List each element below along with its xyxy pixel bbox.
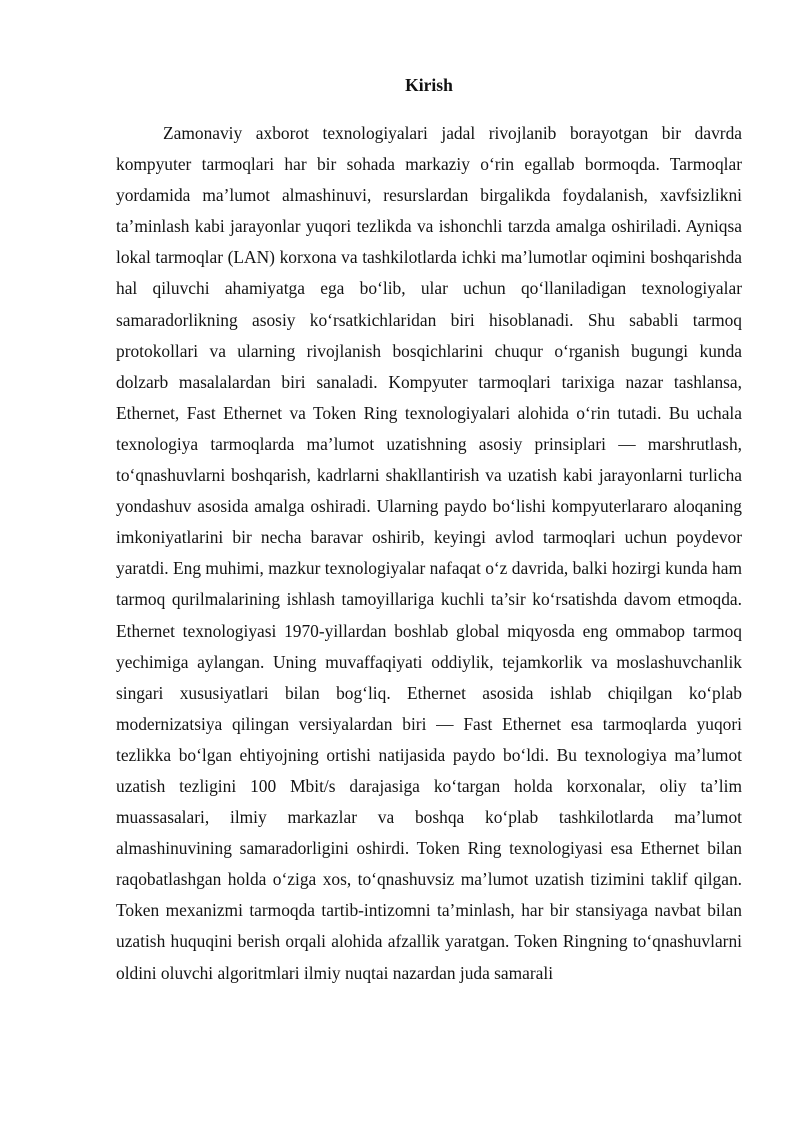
section-heading: Kirish — [405, 75, 453, 95]
body-paragraph: Zamonaviy axborot texnologiyalari jadal rivojlanib borayotgan bir davrda kompyuter tarmoqlari har bir sohada markaziy o‘rin egallab bormoqda. Tarmoqlar yordamida ma’lumot almashinuvi, resurslardan birgalikda foydalanish, xavfsizlikni ta’minlash kabi jarayonlar yuqori tezlikda va ishonchli tarzda amalga oshiriladi. Ayniqsa lokal tarmoqlar (LAN) korxona va tashkilotlarda ichki ma’lumotlar oqimini boshqarishda hal qiluvchi ahamiyatga ega bo‘lib, ular uchun qo‘llaniladigan texnologiyalar samaradorlikning asosiy ko‘rsatkichlaridan biri hisoblanadi. Shu sababli tarmoq protokollari va ularning rivojlanish bosqichlarini chuqur o‘rganish bugungi kunda dolzarb masalalardan biri sanaladi. Kompyuter tarmoqlari tarixiga nazar tashlansa, Ethernet, Fast Ethernet va Token Ring texnologiyalari alohida o‘rin tutadi. Bu uchala texnologiya tarmoqlarda ma’lumot uzatishning asosiy prinsiplari — marshrutlash, to‘qnashuvlarni boshqarish, kadrlarni shakllantirish va uzatish kabi jarayonlarni turlicha yondashuv asosida amalga oshiradi. Ularning paydo bo‘lishi kompyuterlararo aloqaning imkoniyatlarini bir necha baravar oshirib, keyingi avlod tarmoqlari uchun poydevor yaratdi. Eng muhimi, mazkur texnologiyalar nafaqat o‘z davrida, balki hozirgi kunda ham tarmoq qurilmalarining ishlash tamoyillariga kuchli ta’sir ko‘rsatishda davom etmoqda. Ethernet texnologiyasi 1970-yillardan boshlab global miqyosda eng ommabop tarmoq yechimiga aylangan. Uning muvaffaqiyati oddiylik, tejamkorlik va moslashuvchanlik singari xususiyatlari bilan bog‘liq. Ethernet asosida ishlab chiqilgan ko‘plab modernizatsiya qilingan versiyalardan biri — Fast Ethernet esa tarmoqlarda yuqori tezlikka bo‘lgan ehtiyojning ortishi natijasida paydo bo‘ldi. Bu texnologiya ma’lumot uzatish tezligini 100 Mbit/s darajasiga ko‘targan holda korxonalar, oliy ta’lim muassasalari, ilmiy markazlar va boshqa ko‘plab tashkilotlarda ma’lumot almashinuvining samaradorligini oshirdi. Token Ring texnologiyasi esa Ethernet bilan raqobatlashgan holda o‘ziga xos, to‘qnashuvsiz ma’lumot uzatish tizimini taklif qilgan. Token mexanizmi tarmoqda tartib-intizomni ta’minlash, har bir stansiyaga navbat bilan uzatish huquqini berish orqali alohida afzallik yaratgan. Token Ringning to‘qnashuvlarni oldini oluvchi algoritmlari ilmiy nuqtai nazardan juda samarali — [116, 123, 742, 983]
